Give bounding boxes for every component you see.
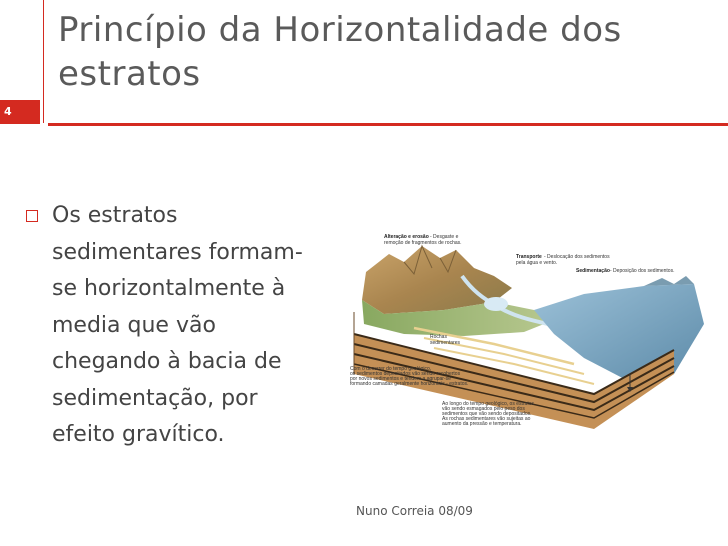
bullet-text <box>52 198 322 454</box>
label-sedimentation-desc: - Deposição dos sedimentos. <box>610 268 675 274</box>
label-transport: Transporte <box>516 254 542 260</box>
bullet-line: chegando à bacia de <box>52 349 282 374</box>
bullet-square-icon <box>26 210 38 222</box>
svg-text:Ao longo do tempo geológico, o: Ao longo do tempo geológico, os estratos <box>442 401 535 407</box>
label-sedimentation: Sedimentação <box>576 268 610 274</box>
label-rocks-2: sedimentares <box>430 340 461 346</box>
label-erosion-desc: - Desgaste e <box>430 234 459 240</box>
bullet-line: se horizontalmente à <box>52 276 286 301</box>
sedimentation-diagram <box>344 224 708 430</box>
title-divider-vertical <box>43 0 44 123</box>
title-divider <box>48 123 728 126</box>
svg-text:vão sendo esmagados pelo peso: vão sendo esmagados pelo peso dos <box>442 406 525 412</box>
bullet-line: media que vão <box>52 312 216 338</box>
svg-text:por novos sedimentos e tendem: por novos sedimentos e tendem a agrupar-se <box>350 376 451 382</box>
svg-text:os sedimentos depositados vão: os sedimentos depositados vão sendo recobertos <box>350 371 461 377</box>
bullet-line: sedimentares formam- <box>52 239 303 265</box>
bullet-line: sedimentação, por <box>52 385 258 411</box>
svg-text:sedimentos que vão sendo depos: sedimentos que vão sendo depositados. <box>442 411 532 417</box>
label-erosion: Alteração e erosão <box>384 234 429 240</box>
bullet-line: efeito gravítico. <box>52 422 225 447</box>
caption-b <box>442 401 535 427</box>
svg-text:As rochas sedimentares vão suj: As rochas sedimentares vão sujeitas ao <box>442 416 531 422</box>
label-erosion-desc-2: remoção de fragmentos de rochas. <box>384 240 462 246</box>
lake <box>484 297 508 311</box>
sea <box>534 284 704 384</box>
svg-text:formando camadas geralmente ho: formando camadas geralmente horizontais - estratos. <box>350 381 469 387</box>
label-rocks: Rochas <box>430 334 447 340</box>
svg-text:aumento da pressão e temperatu: aumento da pressão e temperatura. <box>442 421 522 427</box>
footer-author: Nuno Correia 08/09 <box>356 504 473 518</box>
label-transport-desc: - Deslocação dos sedimentos <box>544 254 610 260</box>
slide-title: Princípio da Horizontalidade dos estratos <box>58 10 622 94</box>
label-transport-desc-2: pela água e vento. <box>516 260 558 266</box>
slide-number: 4 <box>0 100 40 124</box>
bullet-line: Os estratos <box>52 203 178 228</box>
svg-text:Com o decorrer do tempo geológ: Com o decorrer do tempo geológico, <box>350 366 432 372</box>
